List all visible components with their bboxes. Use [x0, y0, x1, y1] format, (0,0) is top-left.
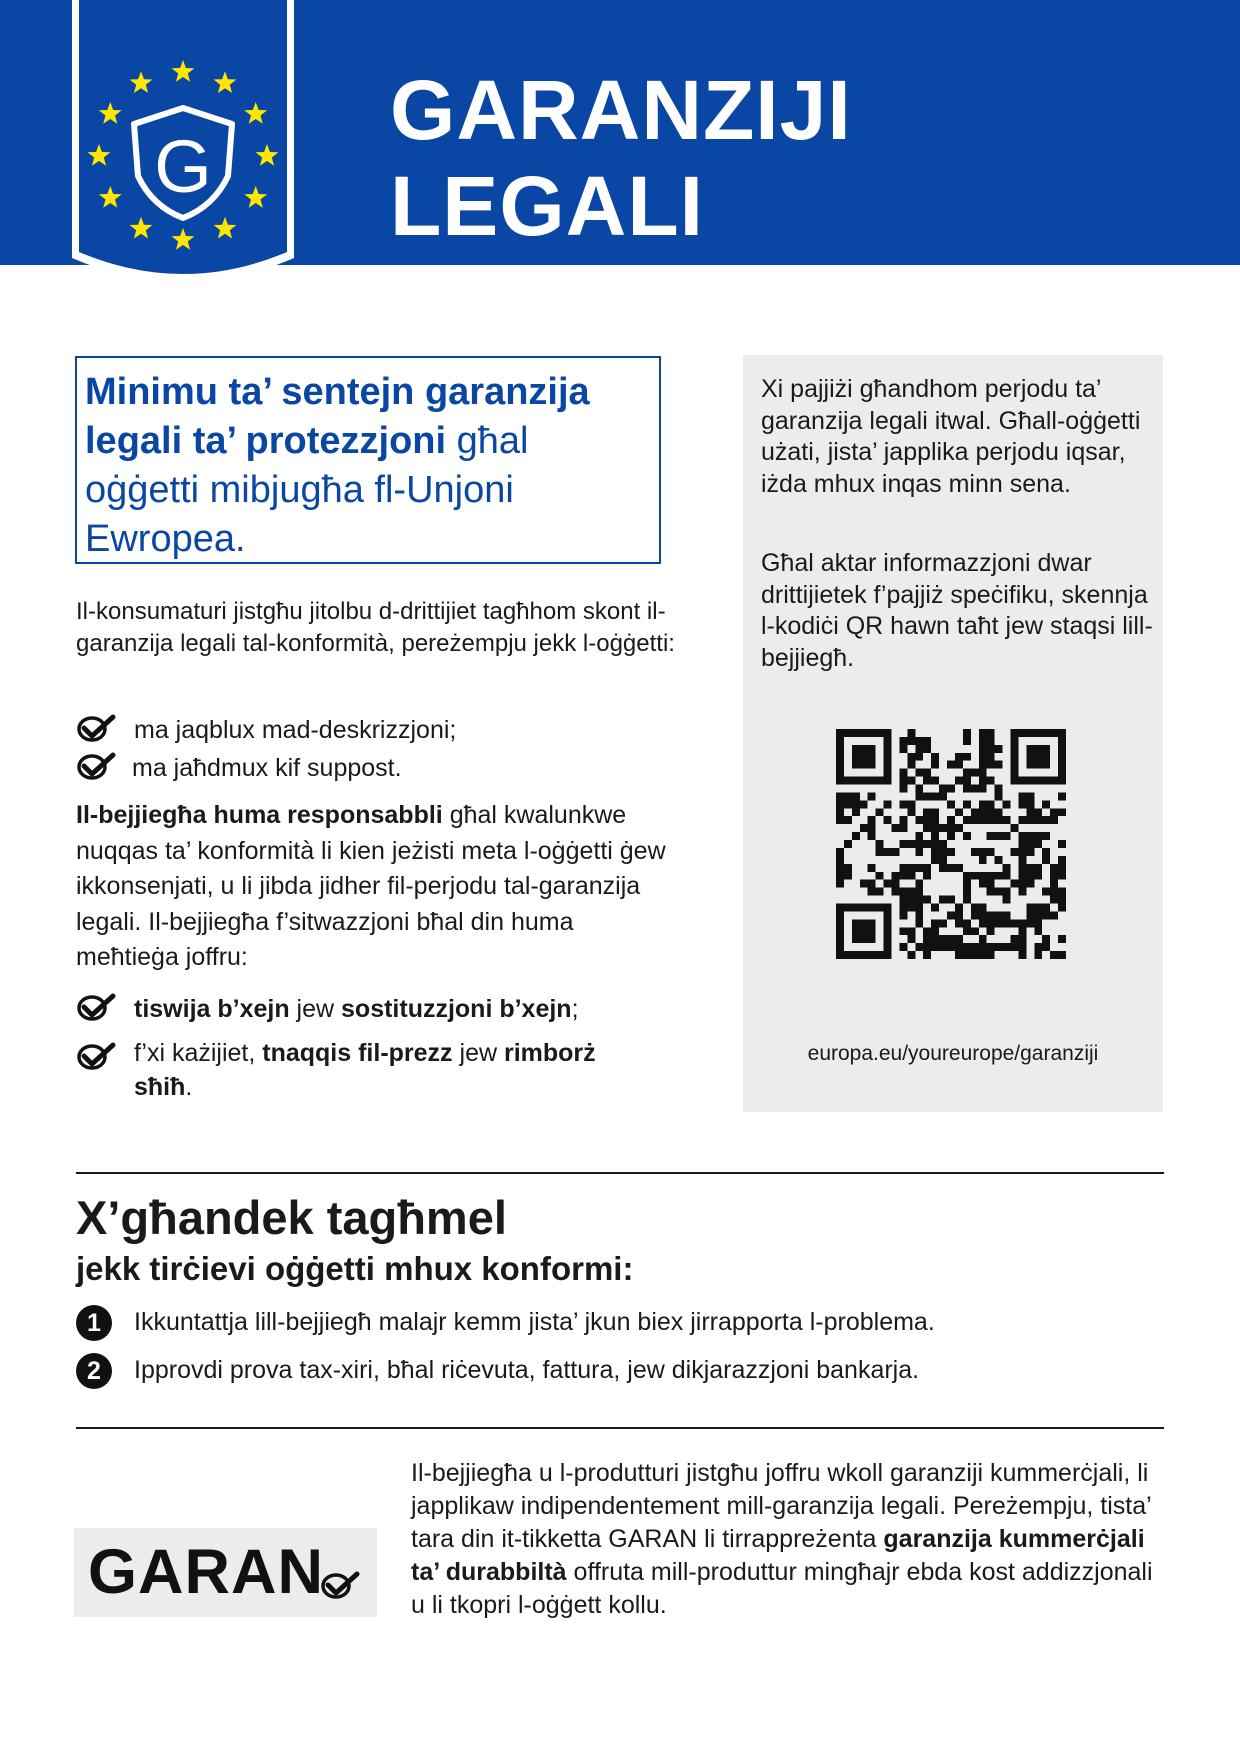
check-icon — [76, 1042, 116, 1070]
rights-item-2 — [76, 752, 696, 784]
sellers-bold: Il-bejjiegħa huma responsabbli — [76, 801, 443, 829]
sellers-paragraph — [76, 798, 676, 976]
eu-guarantee-emblem — [72, 0, 294, 310]
qr-code[interactable] — [836, 728, 1066, 960]
step-2-number: 2 — [76, 1353, 112, 1389]
commercial-paragraph: Il-bejjiegħa u l-produtturi jistgħu joffru wkoll garanziji kummerċjali, li japplikaw indipendentement mill-garanzija legali. Pereżempju, tista’ tara din it-tikketta GARAN li tirrappreżenta garanzija kummerċjali ta’ durabbiltà offruta mill-produttur mingħajr ebda kost addizzjonali u li tkopri l-oġġett kollu. — [411, 1459, 1153, 1619]
rights-item-2-label: ma jaħdmux kif suppost. — [132, 754, 402, 782]
intro-box — [75, 356, 661, 564]
remedy-item-1-label: tiswija b’xejn jew sostituzzjoni b’xejn; — [134, 995, 579, 1023]
intro-bold: Minimu ta’ sentejn garanzija legali ta’ protezzjoni — [85, 371, 590, 462]
step-1-text: Ikkuntattja lill-bejjiegħ malajr kemm jista’ jkun biex jirrapporta l-problema. — [134, 1308, 935, 1336]
step-1-number: 1 — [76, 1305, 112, 1341]
intro-regular: għal oġġetti mibjugħa fl-Unjoni Ewropea. — [85, 420, 529, 560]
check-icon — [76, 993, 116, 1021]
rights-item-1-label: ma jaqblux mad-deskrizzjoni; — [134, 716, 457, 744]
garan-label-box — [74, 1528, 377, 1617]
step-2-text: Ipprovdi prova tax-xiri, bħal riċevuta, fattura, jew dikjarazzjoni bankarja. — [134, 1356, 920, 1384]
check-icon — [320, 1570, 360, 1600]
panel-text-1: Xi pajjiżi għandhom perjodu ta’ garanzija legali itwal. Għall-oġġetti użati, jista’ japplika perjodu iqsar, iżda mhux inqas minn sena. — [761, 375, 1141, 498]
divider — [76, 1427, 1164, 1429]
panel-text-2: Għal aktar informazzjoni dwar drittijietek f’pajjiż speċifiku, skennja l-kodiċi QR hawn taħt jew staqsi lill-bejjiegħ. — [761, 549, 1153, 672]
section-heading: X’għandek tagħmel — [76, 1191, 507, 1244]
garan-label: GARAN — [88, 1537, 324, 1607]
info-url[interactable]: europa.eu/youreurope/garanziji — [807, 1042, 1099, 1065]
remedy-item-1 — [76, 993, 696, 1027]
check-icon — [76, 714, 116, 742]
title-line-1: GARANZIJI — [390, 63, 852, 157]
remedy-item-2-label: f’xi każijiet, tnaqqis fil-prezz jew rimborż sħiħ. — [134, 1039, 596, 1101]
rights-item-1 — [76, 714, 696, 746]
section-subheading: jekk tirċievi oġġetti mhux konformi: — [76, 1250, 634, 1287]
check-icon — [76, 752, 116, 780]
title-line-2: LEGALI — [390, 159, 704, 253]
rights-paragraph: Il-konsumaturi jistgħu jitolbu d-drittijiet tagħhom skont il-garanzija legali tal-konformità, pereżempju jekk l-oġġetti: — [76, 598, 675, 657]
page-title — [390, 62, 852, 254]
divider — [76, 1172, 1164, 1174]
sellers-regular: għal kwalunkwe nuqqas ta’ konformità li kien jeżisti meta l-oġġetti ġew ikkonsenjati, u li jibda jidher fil-perjodu tal-garanzija legali. Il-bejjiegħa f’sitwazzjoni bħal din huma meħtieġa joffru: — [76, 801, 666, 971]
step-2 — [76, 1353, 1076, 1389]
emblem-letter: G — [154, 125, 212, 208]
remedy-item-2 — [76, 1036, 696, 1104]
step-1 — [76, 1305, 1076, 1341]
